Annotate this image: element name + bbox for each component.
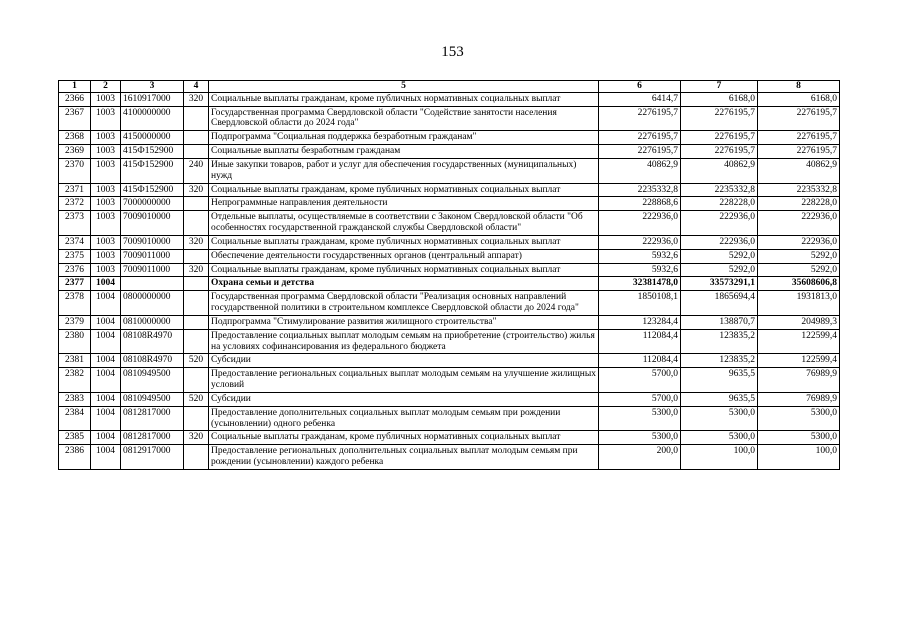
amount-2022-cell: 1850108,1 <box>599 291 681 316</box>
expense-type-cell <box>184 249 209 263</box>
amount-2022-cell: 2276195,7 <box>599 131 681 145</box>
amount-2023-cell: 2276195,7 <box>681 131 758 145</box>
table-row <box>59 368 840 393</box>
amount-2022-cell: 2276195,7 <box>599 106 681 131</box>
amount-2024-cell: 35608606,8 <box>758 277 840 291</box>
row-number-cell: 2367 <box>59 106 91 131</box>
amount-2023-cell: 5300,0 <box>681 431 758 445</box>
expense-type-cell: 240 <box>184 158 209 183</box>
amount-2024-cell: 100,0 <box>758 445 840 470</box>
amount-2022-cell: 228868,6 <box>599 197 681 211</box>
table-row <box>59 131 840 145</box>
expense-type-cell <box>184 315 209 329</box>
column-header: 8 <box>758 81 840 93</box>
description-cell: Государственная программа Свердловской области "Содействие занятости населения Свердловской области до 2024 года" <box>209 106 599 131</box>
target-article-cell: 4150000000 <box>121 131 184 145</box>
amount-2023-cell: 5300,0 <box>681 406 758 431</box>
description-cell: Субсидии <box>209 392 599 406</box>
expense-type-cell <box>184 131 209 145</box>
budget-table <box>58 80 840 470</box>
description-cell: Социальные выплаты гражданам, кроме публичных нормативных социальных выплат <box>209 263 599 277</box>
description-cell: Обеспечение деятельности государственных органов (центральный аппарат) <box>209 249 599 263</box>
amount-2023-cell: 9635,5 <box>681 368 758 393</box>
section-code-cell: 1003 <box>91 249 121 263</box>
row-number-cell: 2378 <box>59 291 91 316</box>
section-code-cell: 1004 <box>91 368 121 393</box>
row-number-cell: 2373 <box>59 211 91 236</box>
column-header: 1 <box>59 81 91 93</box>
target-article-cell: 0810949500 <box>121 368 184 393</box>
description-cell: Предоставление социальных выплат молодым семьям на приобретение (строительство) жилья на условиях софинансирования из федерального бюджета <box>209 329 599 354</box>
amount-2022-cell: 2235332,8 <box>599 183 681 197</box>
table-row <box>59 92 840 106</box>
table-row <box>59 235 840 249</box>
section-code-cell: 1003 <box>91 131 121 145</box>
target-article-cell: 7009011000 <box>121 249 184 263</box>
row-number-cell: 2386 <box>59 445 91 470</box>
table-row <box>59 263 840 277</box>
table-row <box>59 183 840 197</box>
amount-2022-cell: 222936,0 <box>599 211 681 236</box>
table-row <box>59 158 840 183</box>
description-cell: Иные закупки товаров, работ и услуг для обеспечения государственных (муниципальных) нужд <box>209 158 599 183</box>
amount-2024-cell: 2276195,7 <box>758 131 840 145</box>
amount-2022-cell: 5700,0 <box>599 392 681 406</box>
amount-2024-cell: 6168,0 <box>758 92 840 106</box>
table-header-row <box>59 81 840 93</box>
table-row <box>59 392 840 406</box>
amount-2022-cell: 2276195,7 <box>599 145 681 159</box>
column-header: 6 <box>599 81 681 93</box>
section-code-cell: 1003 <box>91 92 121 106</box>
target-article-cell: 0810000000 <box>121 315 184 329</box>
row-number-cell: 2380 <box>59 329 91 354</box>
amount-2023-cell: 1865694,4 <box>681 291 758 316</box>
amount-2023-cell: 6168,0 <box>681 92 758 106</box>
expense-type-cell <box>184 211 209 236</box>
amount-2022-cell: 40862,9 <box>599 158 681 183</box>
table-row <box>59 291 840 316</box>
amount-2023-cell: 2276195,7 <box>681 145 758 159</box>
column-header: 2 <box>91 81 121 93</box>
section-code-cell: 1003 <box>91 263 121 277</box>
amount-2022-cell: 5700,0 <box>599 368 681 393</box>
row-number-cell: 2371 <box>59 183 91 197</box>
table-row <box>59 249 840 263</box>
amount-2024-cell: 222936,0 <box>758 211 840 236</box>
section-code-cell: 1003 <box>91 211 121 236</box>
amount-2024-cell: 122599,4 <box>758 354 840 368</box>
expense-type-cell: 520 <box>184 392 209 406</box>
amount-2022-cell: 5932,6 <box>599 263 681 277</box>
section-code-cell: 1004 <box>91 291 121 316</box>
amount-2024-cell: 5300,0 <box>758 406 840 431</box>
amount-2023-cell: 228228,0 <box>681 197 758 211</box>
table-row <box>59 106 840 131</box>
row-number-cell: 2384 <box>59 406 91 431</box>
description-cell: Государственная программа Свердловской области "Реализация основных направлений государственной политики в строительном комплексе Свердловской области до 2024 года" <box>209 291 599 316</box>
target-article-cell: 7009010000 <box>121 235 184 249</box>
expense-type-cell: 520 <box>184 354 209 368</box>
amount-2023-cell: 40862,9 <box>681 158 758 183</box>
description-cell: Непрограммные направления деятельности <box>209 197 599 211</box>
target-article-cell: 415Ф152900 <box>121 183 184 197</box>
amount-2024-cell: 2235332,8 <box>758 183 840 197</box>
amount-2023-cell: 123835,2 <box>681 329 758 354</box>
row-number-cell: 2383 <box>59 392 91 406</box>
section-code-cell: 1003 <box>91 106 121 131</box>
expense-type-cell <box>184 277 209 291</box>
amount-2023-cell: 5292,0 <box>681 263 758 277</box>
amount-2022-cell: 123284,4 <box>599 315 681 329</box>
table-row <box>59 445 840 470</box>
expense-type-cell: 320 <box>184 263 209 277</box>
table-row <box>59 354 840 368</box>
expense-type-cell: 320 <box>184 235 209 249</box>
description-cell: Охрана семьи и детства <box>209 277 599 291</box>
target-article-cell: 415Ф152900 <box>121 158 184 183</box>
section-code-cell: 1004 <box>91 329 121 354</box>
amount-2024-cell: 5300,0 <box>758 431 840 445</box>
amount-2023-cell: 100,0 <box>681 445 758 470</box>
expense-type-cell <box>184 445 209 470</box>
amount-2022-cell: 5300,0 <box>599 406 681 431</box>
row-number-cell: 2379 <box>59 315 91 329</box>
amount-2023-cell: 123835,2 <box>681 354 758 368</box>
target-article-cell: 0810949500 <box>121 392 184 406</box>
row-number-cell: 2381 <box>59 354 91 368</box>
target-article-cell: 4100000000 <box>121 106 184 131</box>
amount-2023-cell: 222936,0 <box>681 211 758 236</box>
description-cell: Подпрограмма "Социальная поддержка безработным гражданам" <box>209 131 599 145</box>
description-cell: Предоставление региональных социальных выплат молодым семьям на улучшение жилищных условий <box>209 368 599 393</box>
amount-2024-cell: 5292,0 <box>758 263 840 277</box>
description-cell: Субсидии <box>209 354 599 368</box>
target-article-cell: 7009011000 <box>121 263 184 277</box>
row-number-cell: 2375 <box>59 249 91 263</box>
amount-2023-cell: 222936,0 <box>681 235 758 249</box>
section-code-cell: 1003 <box>91 158 121 183</box>
target-article-cell: 7009010000 <box>121 211 184 236</box>
amount-2024-cell: 2276195,7 <box>758 106 840 131</box>
amount-2022-cell: 222936,0 <box>599 235 681 249</box>
row-number-cell: 2372 <box>59 197 91 211</box>
amount-2023-cell: 2276195,7 <box>681 106 758 131</box>
amount-2024-cell: 228228,0 <box>758 197 840 211</box>
amount-2024-cell: 2276195,7 <box>758 145 840 159</box>
description-cell: Подпрограмма "Стимулирование развития жилищного строительства" <box>209 315 599 329</box>
amount-2022-cell: 32381478,0 <box>599 277 681 291</box>
description-cell: Отдельные выплаты, осуществляемые в соответствии с Законом Свердловской области "Об особенностях государственной гражданской службы Свердловской области" <box>209 211 599 236</box>
expense-type-cell <box>184 368 209 393</box>
expense-type-cell: 320 <box>184 183 209 197</box>
table-row <box>59 211 840 236</box>
page-number: 153 <box>441 44 464 60</box>
description-cell: Социальные выплаты гражданам, кроме публичных нормативных социальных выплат <box>209 431 599 445</box>
target-article-cell: 0812817000 <box>121 406 184 431</box>
target-article-cell: 0800000000 <box>121 291 184 316</box>
amount-2023-cell: 33573291,1 <box>681 277 758 291</box>
section-code-cell: 1003 <box>91 145 121 159</box>
row-number-cell: 2382 <box>59 368 91 393</box>
description-cell: Социальные выплаты гражданам, кроме публичных нормативных социальных выплат <box>209 235 599 249</box>
amount-2024-cell: 1931813,0 <box>758 291 840 316</box>
section-code-cell: 1004 <box>91 277 121 291</box>
amount-2024-cell: 40862,9 <box>758 158 840 183</box>
description-cell: Социальные выплаты гражданам, кроме публичных нормативных социальных выплат <box>209 92 599 106</box>
amount-2024-cell: 76989,9 <box>758 368 840 393</box>
amount-2022-cell: 5932,6 <box>599 249 681 263</box>
table-row <box>59 329 840 354</box>
table-row <box>59 406 840 431</box>
description-cell: Социальные выплаты безработным гражданам <box>209 145 599 159</box>
description-cell: Предоставление дополнительных социальных выплат молодым семьям при рождении (усыновлении) одного ребенка <box>209 406 599 431</box>
section-code-cell: 1004 <box>91 431 121 445</box>
amount-2023-cell: 2235332,8 <box>681 183 758 197</box>
expense-type-cell <box>184 145 209 159</box>
column-header: 5 <box>209 81 599 93</box>
amount-2024-cell: 222936,0 <box>758 235 840 249</box>
target-article-cell: 0812917000 <box>121 445 184 470</box>
column-header: 4 <box>184 81 209 93</box>
table-row <box>59 277 840 291</box>
column-header: 7 <box>681 81 758 93</box>
amount-2023-cell: 9635,5 <box>681 392 758 406</box>
target-article-cell: 7000000000 <box>121 197 184 211</box>
row-number-cell: 2369 <box>59 145 91 159</box>
section-code-cell: 1004 <box>91 354 121 368</box>
amount-2022-cell: 5300,0 <box>599 431 681 445</box>
amount-2022-cell: 112084,4 <box>599 329 681 354</box>
expense-type-cell <box>184 197 209 211</box>
expense-type-cell <box>184 291 209 316</box>
target-article-cell: 415Ф152900 <box>121 145 184 159</box>
target-article-cell: 08108R4970 <box>121 329 184 354</box>
amount-2022-cell: 112084,4 <box>599 354 681 368</box>
section-code-cell: 1004 <box>91 445 121 470</box>
amount-2024-cell: 5292,0 <box>758 249 840 263</box>
row-number-cell: 2376 <box>59 263 91 277</box>
table-body <box>59 92 840 469</box>
amount-2022-cell: 6414,7 <box>599 92 681 106</box>
expense-type-cell <box>184 406 209 431</box>
row-number-cell: 2368 <box>59 131 91 145</box>
target-article-cell <box>121 277 184 291</box>
table-row <box>59 431 840 445</box>
target-article-cell: 08108R4970 <box>121 354 184 368</box>
row-number-cell: 2370 <box>59 158 91 183</box>
amount-2023-cell: 5292,0 <box>681 249 758 263</box>
table-row <box>59 145 840 159</box>
expense-type-cell: 320 <box>184 431 209 445</box>
section-code-cell: 1004 <box>91 392 121 406</box>
section-code-cell: 1003 <box>91 235 121 249</box>
row-number-cell: 2374 <box>59 235 91 249</box>
amount-2022-cell: 200,0 <box>599 445 681 470</box>
expense-type-cell <box>184 329 209 354</box>
target-article-cell: 0812817000 <box>121 431 184 445</box>
expense-type-cell <box>184 106 209 131</box>
section-code-cell: 1004 <box>91 406 121 431</box>
amount-2024-cell: 76989,9 <box>758 392 840 406</box>
column-header: 3 <box>121 81 184 93</box>
section-code-cell: 1004 <box>91 315 121 329</box>
description-cell: Социальные выплаты гражданам, кроме публичных нормативных социальных выплат <box>209 183 599 197</box>
section-code-cell: 1003 <box>91 197 121 211</box>
section-code-cell: 1003 <box>91 183 121 197</box>
description-cell: Предоставление региональных дополнительных социальных выплат молодым семьям при рождении (усыновлении) каждого ребенка <box>209 445 599 470</box>
amount-2023-cell: 138870,7 <box>681 315 758 329</box>
row-number-cell: 2377 <box>59 277 91 291</box>
table-row <box>59 197 840 211</box>
target-article-cell: 1610917000 <box>121 92 184 106</box>
expense-type-cell: 320 <box>184 92 209 106</box>
row-number-cell: 2385 <box>59 431 91 445</box>
amount-2024-cell: 122599,4 <box>758 329 840 354</box>
amount-2024-cell: 204989,3 <box>758 315 840 329</box>
row-number-cell: 2366 <box>59 92 91 106</box>
table-row <box>59 315 840 329</box>
